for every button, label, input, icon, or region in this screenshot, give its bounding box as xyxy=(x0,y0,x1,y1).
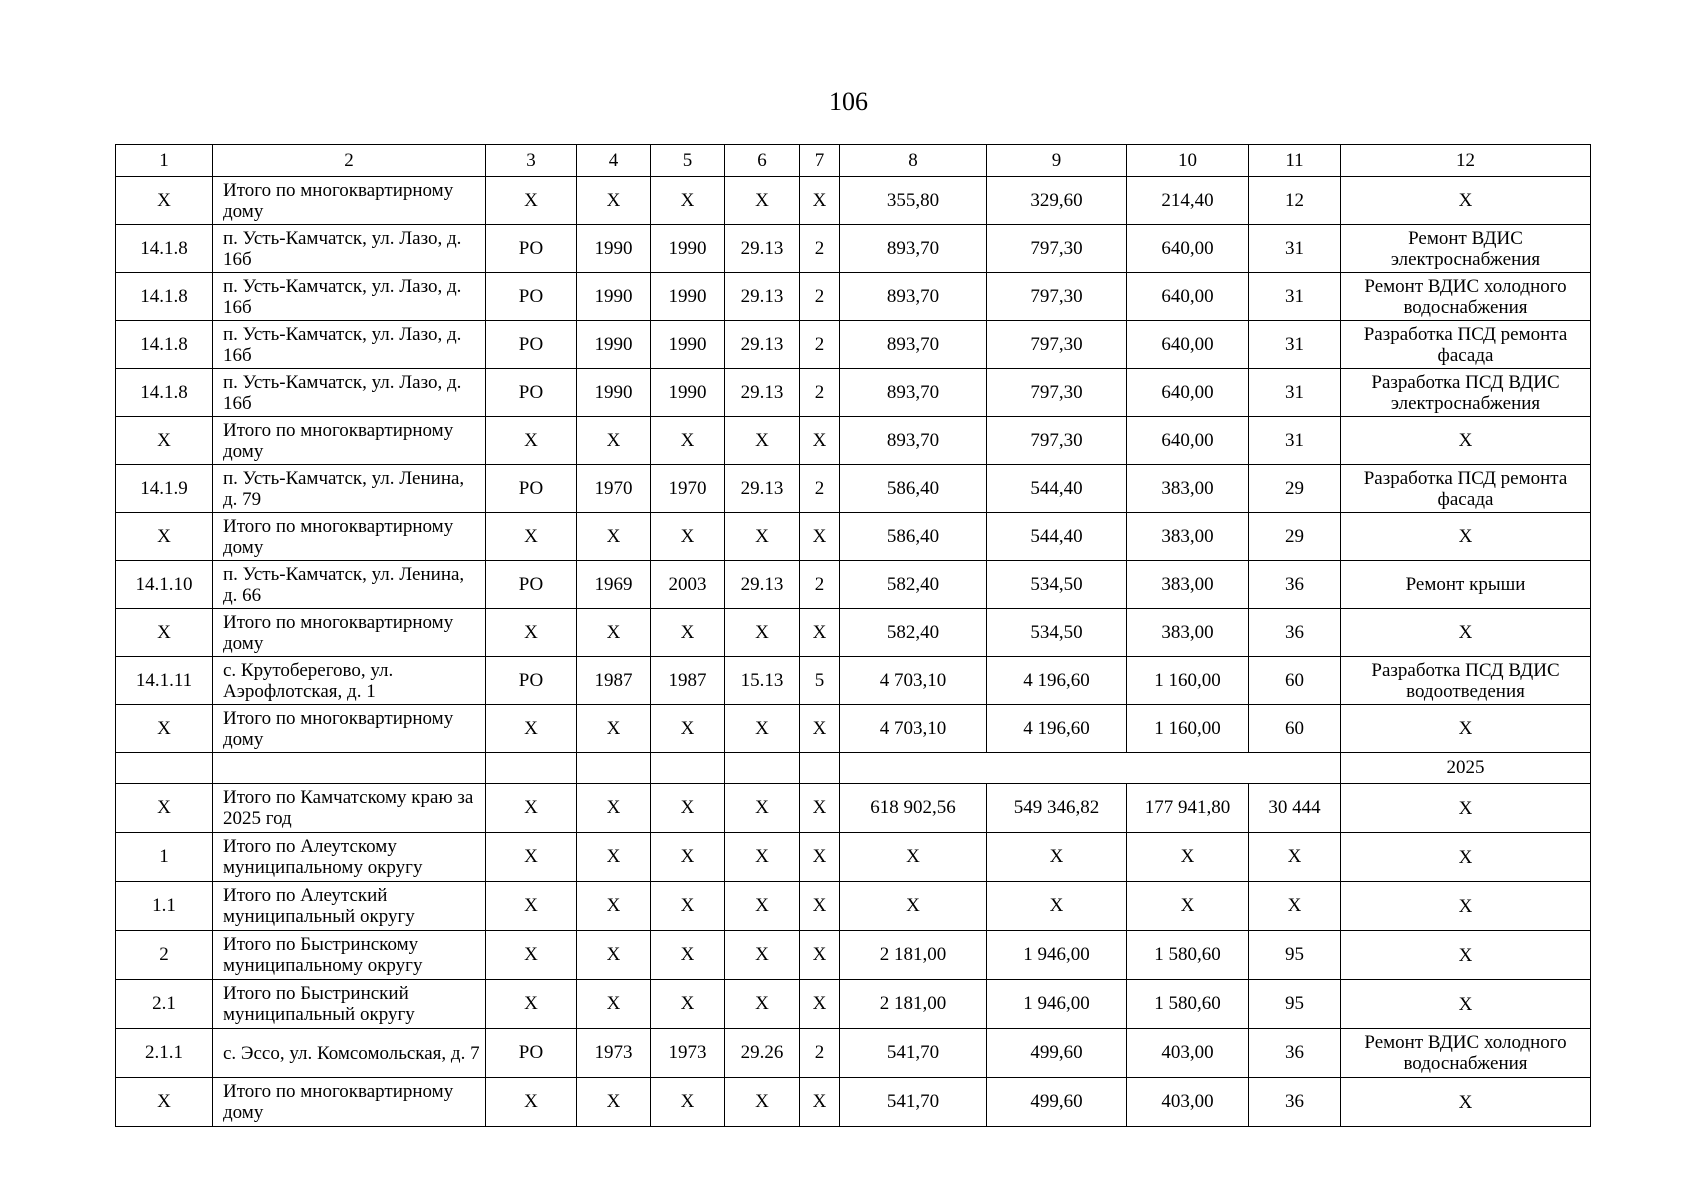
header-cell-works: 12 xyxy=(1341,145,1591,177)
cell-living-area: 797,30 xyxy=(987,321,1127,369)
cell-living-area: 4 196,60 xyxy=(987,705,1127,753)
cell-address: с. Крутоберегово, ул. Аэрофлотская, д. 1 xyxy=(213,657,486,705)
cell-year-overhaul: Х xyxy=(651,609,725,657)
cell-year-overhaul: 1970 xyxy=(651,465,725,513)
cell-nonliving-area: 1 160,00 xyxy=(1127,657,1249,705)
cell-floors: 2 xyxy=(800,225,840,273)
header-cell-residents: 11 xyxy=(1249,145,1341,177)
cell-works: Ремонт крыши xyxy=(1341,561,1591,609)
cell-address: п. Усть-Камчатск, ул. Лазо, д. 16б xyxy=(213,273,486,321)
cell-year-built: Х xyxy=(577,177,651,225)
cell-year-built: Х xyxy=(577,833,651,882)
table-row xyxy=(116,609,1591,657)
cell-floors: Х xyxy=(800,784,840,833)
cell-row-number: 2.1.1 xyxy=(116,1029,213,1078)
cell-row-number: 14.1.11 xyxy=(116,657,213,705)
header-cell-total-area: 8 xyxy=(840,145,987,177)
cell-wall-code: 15.13 xyxy=(725,657,800,705)
cell-floors: Х xyxy=(800,931,840,980)
header-cell-nonliving-area: 10 xyxy=(1127,145,1249,177)
cell-row-number: 2.1 xyxy=(116,980,213,1029)
cell-floors: Х xyxy=(800,882,840,931)
cell-nonliving-area: 640,00 xyxy=(1127,273,1249,321)
cell-total-area: 893,70 xyxy=(840,369,987,417)
page-number: 106 xyxy=(829,87,868,116)
cell-nonliving-area: 1 580,60 xyxy=(1127,980,1249,1029)
table-row xyxy=(116,321,1591,369)
cell-residents: 31 xyxy=(1249,417,1341,465)
header-cell-address: 2 xyxy=(213,145,486,177)
header-cell-wall-code: 6 xyxy=(725,145,800,177)
cell-floors: Х xyxy=(800,513,840,561)
cell-residents: 31 xyxy=(1249,321,1341,369)
cell-address: Итого по многоквартирному дому xyxy=(213,513,486,561)
cell-living-area: 499,60 xyxy=(987,1029,1127,1078)
cell-living-area: 329,60 xyxy=(987,177,1127,225)
table-row xyxy=(116,705,1591,753)
cell-wall-code: Х xyxy=(725,513,800,561)
cell-year-overhaul: 1990 xyxy=(651,321,725,369)
cell-year-overhaul: Х xyxy=(651,177,725,225)
cell-works: Х xyxy=(1341,705,1591,753)
cell-row-number: 14.1.8 xyxy=(116,225,213,273)
cell-work-type: Х xyxy=(486,931,577,980)
cell-address: Итого по Быстринскому муниципальному округу xyxy=(213,931,486,980)
cell-living-area: Х xyxy=(987,833,1127,882)
cell-total-area: 2 181,00 xyxy=(840,980,987,1029)
cell-residents: 30 444 xyxy=(1249,784,1341,833)
cell-works: Х xyxy=(1341,177,1591,225)
cell-works: Х xyxy=(1341,833,1591,882)
empty-cell xyxy=(651,753,725,784)
cell-year-built: 1990 xyxy=(577,321,651,369)
cell-works: Х xyxy=(1341,417,1591,465)
cell-total-area: 582,40 xyxy=(840,561,987,609)
cell-nonliving-area: 640,00 xyxy=(1127,369,1249,417)
cell-total-area: Х xyxy=(840,833,987,882)
cell-works: Х xyxy=(1341,931,1591,980)
cell-residents: 31 xyxy=(1249,273,1341,321)
cell-residents: 12 xyxy=(1249,177,1341,225)
cell-address: Итого по Камчатскому краю за 2025 год xyxy=(213,784,486,833)
cell-total-area: 541,70 xyxy=(840,1078,987,1127)
cell-works: Ремонт ВДИС электроснабжения xyxy=(1341,225,1591,273)
cell-year-built: 1990 xyxy=(577,225,651,273)
empty-cell xyxy=(116,753,213,784)
cell-address: п. Усть-Камчатск, ул. Ленина, д. 66 xyxy=(213,561,486,609)
year-label: 2025 xyxy=(1341,753,1591,784)
cell-year-built: Х xyxy=(577,784,651,833)
cell-nonliving-area: 403,00 xyxy=(1127,1078,1249,1127)
cell-year-overhaul: 1990 xyxy=(651,225,725,273)
cell-floors: 2 xyxy=(800,369,840,417)
cell-residents: 60 xyxy=(1249,705,1341,753)
cell-year-overhaul: 1973 xyxy=(651,1029,725,1078)
cell-address: Итого по многоквартирному дому xyxy=(213,1078,486,1127)
table-row xyxy=(116,561,1591,609)
cell-row-number: 14.1.8 xyxy=(116,369,213,417)
cell-address: Итого по Алеутский муниципальный округу xyxy=(213,882,486,931)
cell-floors: Х xyxy=(800,177,840,225)
cell-work-type: Х xyxy=(486,609,577,657)
cell-wall-code: Х xyxy=(725,882,800,931)
table-row xyxy=(116,225,1591,273)
table-row xyxy=(116,1078,1591,1127)
cell-address: с. Эссо, ул. Комсомольская, д. 7 xyxy=(213,1029,486,1078)
cell-total-area: 582,40 xyxy=(840,609,987,657)
cell-wall-code: 29.13 xyxy=(725,273,800,321)
cell-work-type: Х xyxy=(486,882,577,931)
empty-cell xyxy=(213,753,486,784)
cell-work-type: Х xyxy=(486,177,577,225)
cell-year-built: 1987 xyxy=(577,657,651,705)
cell-address: п. Усть-Камчатск, ул. Ленина, д. 79 xyxy=(213,465,486,513)
cell-year-built: Х xyxy=(577,882,651,931)
cell-work-type: РО xyxy=(486,321,577,369)
cell-address: п. Усть-Камчатск, ул. Лазо, д. 16б xyxy=(213,321,486,369)
cell-total-area: 355,80 xyxy=(840,177,987,225)
cell-wall-code: Х xyxy=(725,833,800,882)
cell-residents: 95 xyxy=(1249,931,1341,980)
cell-year-overhaul: Х xyxy=(651,882,725,931)
cell-year-overhaul: Х xyxy=(651,833,725,882)
cell-nonliving-area: 383,00 xyxy=(1127,609,1249,657)
table-row xyxy=(116,465,1591,513)
cell-year-built: Х xyxy=(577,417,651,465)
cell-floors: Х xyxy=(800,417,840,465)
cell-work-type: РО xyxy=(486,273,577,321)
table-row xyxy=(116,833,1591,882)
cell-nonliving-area: Х xyxy=(1127,833,1249,882)
header-cell-year-overhaul: 5 xyxy=(651,145,725,177)
cell-wall-code: Х xyxy=(725,931,800,980)
cell-year-overhaul: Х xyxy=(651,705,725,753)
cell-work-type: РО xyxy=(486,465,577,513)
cell-work-type: РО xyxy=(486,561,577,609)
cell-works: Ремонт ВДИС холодного водоснабжения xyxy=(1341,1029,1591,1078)
cell-works: Х xyxy=(1341,784,1591,833)
cell-row-number: 14.1.9 xyxy=(116,465,213,513)
cell-floors: Х xyxy=(800,609,840,657)
cell-year-built: 1990 xyxy=(577,273,651,321)
cell-living-area: 1 946,00 xyxy=(987,980,1127,1029)
cell-address: Итого по многоквартирному дому xyxy=(213,417,486,465)
cell-row-number: 2 xyxy=(116,931,213,980)
cell-works: Разработка ПСД ремонта фасада xyxy=(1341,321,1591,369)
cell-work-type: РО xyxy=(486,369,577,417)
cell-floors: Х xyxy=(800,1078,840,1127)
repair-registry-table xyxy=(115,144,1591,1127)
cell-row-number: 14.1.8 xyxy=(116,321,213,369)
cell-address: Итого по Алеутскому муниципальному округу xyxy=(213,833,486,882)
cell-work-type: Х xyxy=(486,980,577,1029)
header-row xyxy=(116,145,1591,177)
cell-works: Разработка ПСД ремонта фасада xyxy=(1341,465,1591,513)
cell-floors: 2 xyxy=(800,1029,840,1078)
cell-wall-code: 29.13 xyxy=(725,321,800,369)
cell-works: Х xyxy=(1341,882,1591,931)
cell-nonliving-area: Х xyxy=(1127,882,1249,931)
cell-living-area: 797,30 xyxy=(987,417,1127,465)
table-row xyxy=(116,931,1591,980)
cell-living-area: 544,40 xyxy=(987,513,1127,561)
cell-nonliving-area: 403,00 xyxy=(1127,1029,1249,1078)
cell-total-area: 586,40 xyxy=(840,465,987,513)
cell-work-type: Х xyxy=(486,833,577,882)
table-row xyxy=(116,657,1591,705)
cell-total-area: 541,70 xyxy=(840,1029,987,1078)
cell-address: п. Усть-Камчатск, ул. Лазо, д. 16б xyxy=(213,225,486,273)
cell-row-number: 1.1 xyxy=(116,882,213,931)
cell-wall-code: 29.13 xyxy=(725,561,800,609)
cell-total-area: 893,70 xyxy=(840,417,987,465)
cell-floors: Х xyxy=(800,980,840,1029)
cell-wall-code: Х xyxy=(725,784,800,833)
cell-residents: 31 xyxy=(1249,369,1341,417)
cell-living-area: 544,40 xyxy=(987,465,1127,513)
cell-year-built: Х xyxy=(577,513,651,561)
cell-residents: 36 xyxy=(1249,561,1341,609)
cell-wall-code: 29.13 xyxy=(725,369,800,417)
cell-residents: 60 xyxy=(1249,657,1341,705)
cell-row-number: Х xyxy=(116,1078,213,1127)
table-row xyxy=(116,882,1591,931)
cell-address: Итого по Быстринский муниципальный округу xyxy=(213,980,486,1029)
cell-work-type: РО xyxy=(486,1029,577,1078)
cell-year-overhaul: Х xyxy=(651,1078,725,1127)
cell-works: Х xyxy=(1341,513,1591,561)
cell-work-type: Х xyxy=(486,513,577,561)
cell-year-built: 1973 xyxy=(577,1029,651,1078)
cell-year-overhaul: 2003 xyxy=(651,561,725,609)
cell-floors: 2 xyxy=(800,561,840,609)
cell-residents: 36 xyxy=(1249,1029,1341,1078)
cell-living-area: 534,50 xyxy=(987,561,1127,609)
empty-cell xyxy=(800,753,840,784)
header-cell-row-number: 1 xyxy=(116,145,213,177)
table-row xyxy=(116,1029,1591,1078)
cell-total-area: 586,40 xyxy=(840,513,987,561)
cell-total-area: Х xyxy=(840,882,987,931)
cell-living-area: 797,30 xyxy=(987,225,1127,273)
cell-floors: Х xyxy=(800,705,840,753)
cell-works: Х xyxy=(1341,980,1591,1029)
cell-year-overhaul: Х xyxy=(651,417,725,465)
cell-year-overhaul: Х xyxy=(651,513,725,561)
cell-floors: 2 xyxy=(800,273,840,321)
cell-work-type: РО xyxy=(486,225,577,273)
cell-wall-code: 29.26 xyxy=(725,1029,800,1078)
cell-wall-code: Х xyxy=(725,1078,800,1127)
table-row xyxy=(116,369,1591,417)
cell-year-built: Х xyxy=(577,980,651,1029)
cell-address: Итого по многоквартирному дому xyxy=(213,705,486,753)
cell-living-area: 4 196,60 xyxy=(987,657,1127,705)
empty-cell xyxy=(725,753,800,784)
cell-row-number: 1 xyxy=(116,833,213,882)
cell-residents: Х xyxy=(1249,833,1341,882)
cell-residents: 29 xyxy=(1249,513,1341,561)
cell-work-type: Х xyxy=(486,1078,577,1127)
cell-works: Х xyxy=(1341,1078,1591,1127)
cell-total-area: 893,70 xyxy=(840,225,987,273)
cell-work-type: Х xyxy=(486,705,577,753)
cell-row-number: Х xyxy=(116,417,213,465)
cell-nonliving-area: 1 160,00 xyxy=(1127,705,1249,753)
cell-work-type: Х xyxy=(486,417,577,465)
cell-nonliving-area: 640,00 xyxy=(1127,225,1249,273)
table-row xyxy=(116,417,1591,465)
header-cell-living-area: 9 xyxy=(987,145,1127,177)
cell-living-area: 499,60 xyxy=(987,1078,1127,1127)
cell-wall-code: 29.13 xyxy=(725,225,800,273)
header-cell-year-built: 4 xyxy=(577,145,651,177)
cell-year-built: 1990 xyxy=(577,369,651,417)
cell-total-area: 4 703,10 xyxy=(840,705,987,753)
cell-living-area: 1 946,00 xyxy=(987,931,1127,980)
cell-nonliving-area: 383,00 xyxy=(1127,513,1249,561)
table-row xyxy=(116,784,1591,833)
cell-row-number: Х xyxy=(116,784,213,833)
cell-total-area: 4 703,10 xyxy=(840,657,987,705)
cell-work-type: РО xyxy=(486,657,577,705)
cell-wall-code: Х xyxy=(725,705,800,753)
header-cell-floors: 7 xyxy=(800,145,840,177)
cell-year-overhaul: Х xyxy=(651,784,725,833)
cell-address: Итого по многоквартирному дому xyxy=(213,609,486,657)
cell-row-number: 14.1.10 xyxy=(116,561,213,609)
cell-row-number: Х xyxy=(116,609,213,657)
cell-nonliving-area: 1 580,60 xyxy=(1127,931,1249,980)
cell-living-area: 534,50 xyxy=(987,609,1127,657)
cell-floors: Х xyxy=(800,833,840,882)
cell-address: Итого по многоквартирному дому xyxy=(213,177,486,225)
cell-year-overhaul: 1990 xyxy=(651,369,725,417)
cell-year-overhaul: 1987 xyxy=(651,657,725,705)
cell-works: Ремонт ВДИС холодного водоснабжения xyxy=(1341,273,1591,321)
cell-total-area: 618 902,56 xyxy=(840,784,987,833)
cell-year-overhaul: 1990 xyxy=(651,273,725,321)
table-row xyxy=(116,513,1591,561)
cell-year-built: Х xyxy=(577,1078,651,1127)
cell-nonliving-area: 383,00 xyxy=(1127,561,1249,609)
empty-cell xyxy=(577,753,651,784)
cell-total-area: 893,70 xyxy=(840,273,987,321)
cell-year-built: 1970 xyxy=(577,465,651,513)
cell-floors: 2 xyxy=(800,465,840,513)
cell-floors: 2 xyxy=(800,321,840,369)
cell-works: Х xyxy=(1341,609,1591,657)
cell-residents: 29 xyxy=(1249,465,1341,513)
cell-year-built: Х xyxy=(577,609,651,657)
table-row xyxy=(116,980,1591,1029)
cell-nonliving-area: 640,00 xyxy=(1127,417,1249,465)
empty-cell xyxy=(486,753,577,784)
cell-residents: 95 xyxy=(1249,980,1341,1029)
empty-cell xyxy=(840,753,1341,784)
header-cell-work-type: 3 xyxy=(486,145,577,177)
table-row xyxy=(116,273,1591,321)
cell-wall-code: Х xyxy=(725,177,800,225)
table-row xyxy=(116,177,1591,225)
cell-living-area: 797,30 xyxy=(987,273,1127,321)
cell-living-area: 797,30 xyxy=(987,369,1127,417)
cell-nonliving-area: 214,40 xyxy=(1127,177,1249,225)
cell-year-overhaul: Х xyxy=(651,931,725,980)
cell-wall-code: Х xyxy=(725,417,800,465)
cell-wall-code: 29.13 xyxy=(725,465,800,513)
cell-residents: Х xyxy=(1249,882,1341,931)
cell-nonliving-area: 383,00 xyxy=(1127,465,1249,513)
cell-works: Разработка ПСД ВДИС водоотведения xyxy=(1341,657,1591,705)
cell-row-number: Х xyxy=(116,705,213,753)
cell-living-area: Х xyxy=(987,882,1127,931)
cell-year-overhaul: Х xyxy=(651,980,725,1029)
cell-row-number: 14.1.8 xyxy=(116,273,213,321)
year-separator-row xyxy=(116,753,1591,784)
cell-row-number: Х xyxy=(116,513,213,561)
cell-row-number: Х xyxy=(116,177,213,225)
cell-nonliving-area: 177 941,80 xyxy=(1127,784,1249,833)
cell-residents: 36 xyxy=(1249,609,1341,657)
cell-residents: 36 xyxy=(1249,1078,1341,1127)
cell-total-area: 893,70 xyxy=(840,321,987,369)
cell-total-area: 2 181,00 xyxy=(840,931,987,980)
cell-floors: 5 xyxy=(800,657,840,705)
cell-living-area: 549 346,82 xyxy=(987,784,1127,833)
cell-wall-code: Х xyxy=(725,609,800,657)
cell-year-built: Х xyxy=(577,931,651,980)
cell-residents: 31 xyxy=(1249,225,1341,273)
cell-works: Разработка ПСД ВДИС электроснабжения xyxy=(1341,369,1591,417)
cell-work-type: Х xyxy=(486,784,577,833)
cell-nonliving-area: 640,00 xyxy=(1127,321,1249,369)
cell-year-built: Х xyxy=(577,705,651,753)
cell-address: п. Усть-Камчатск, ул. Лазо, д. 16б xyxy=(213,369,486,417)
cell-year-built: 1969 xyxy=(577,561,651,609)
cell-wall-code: Х xyxy=(725,980,800,1029)
